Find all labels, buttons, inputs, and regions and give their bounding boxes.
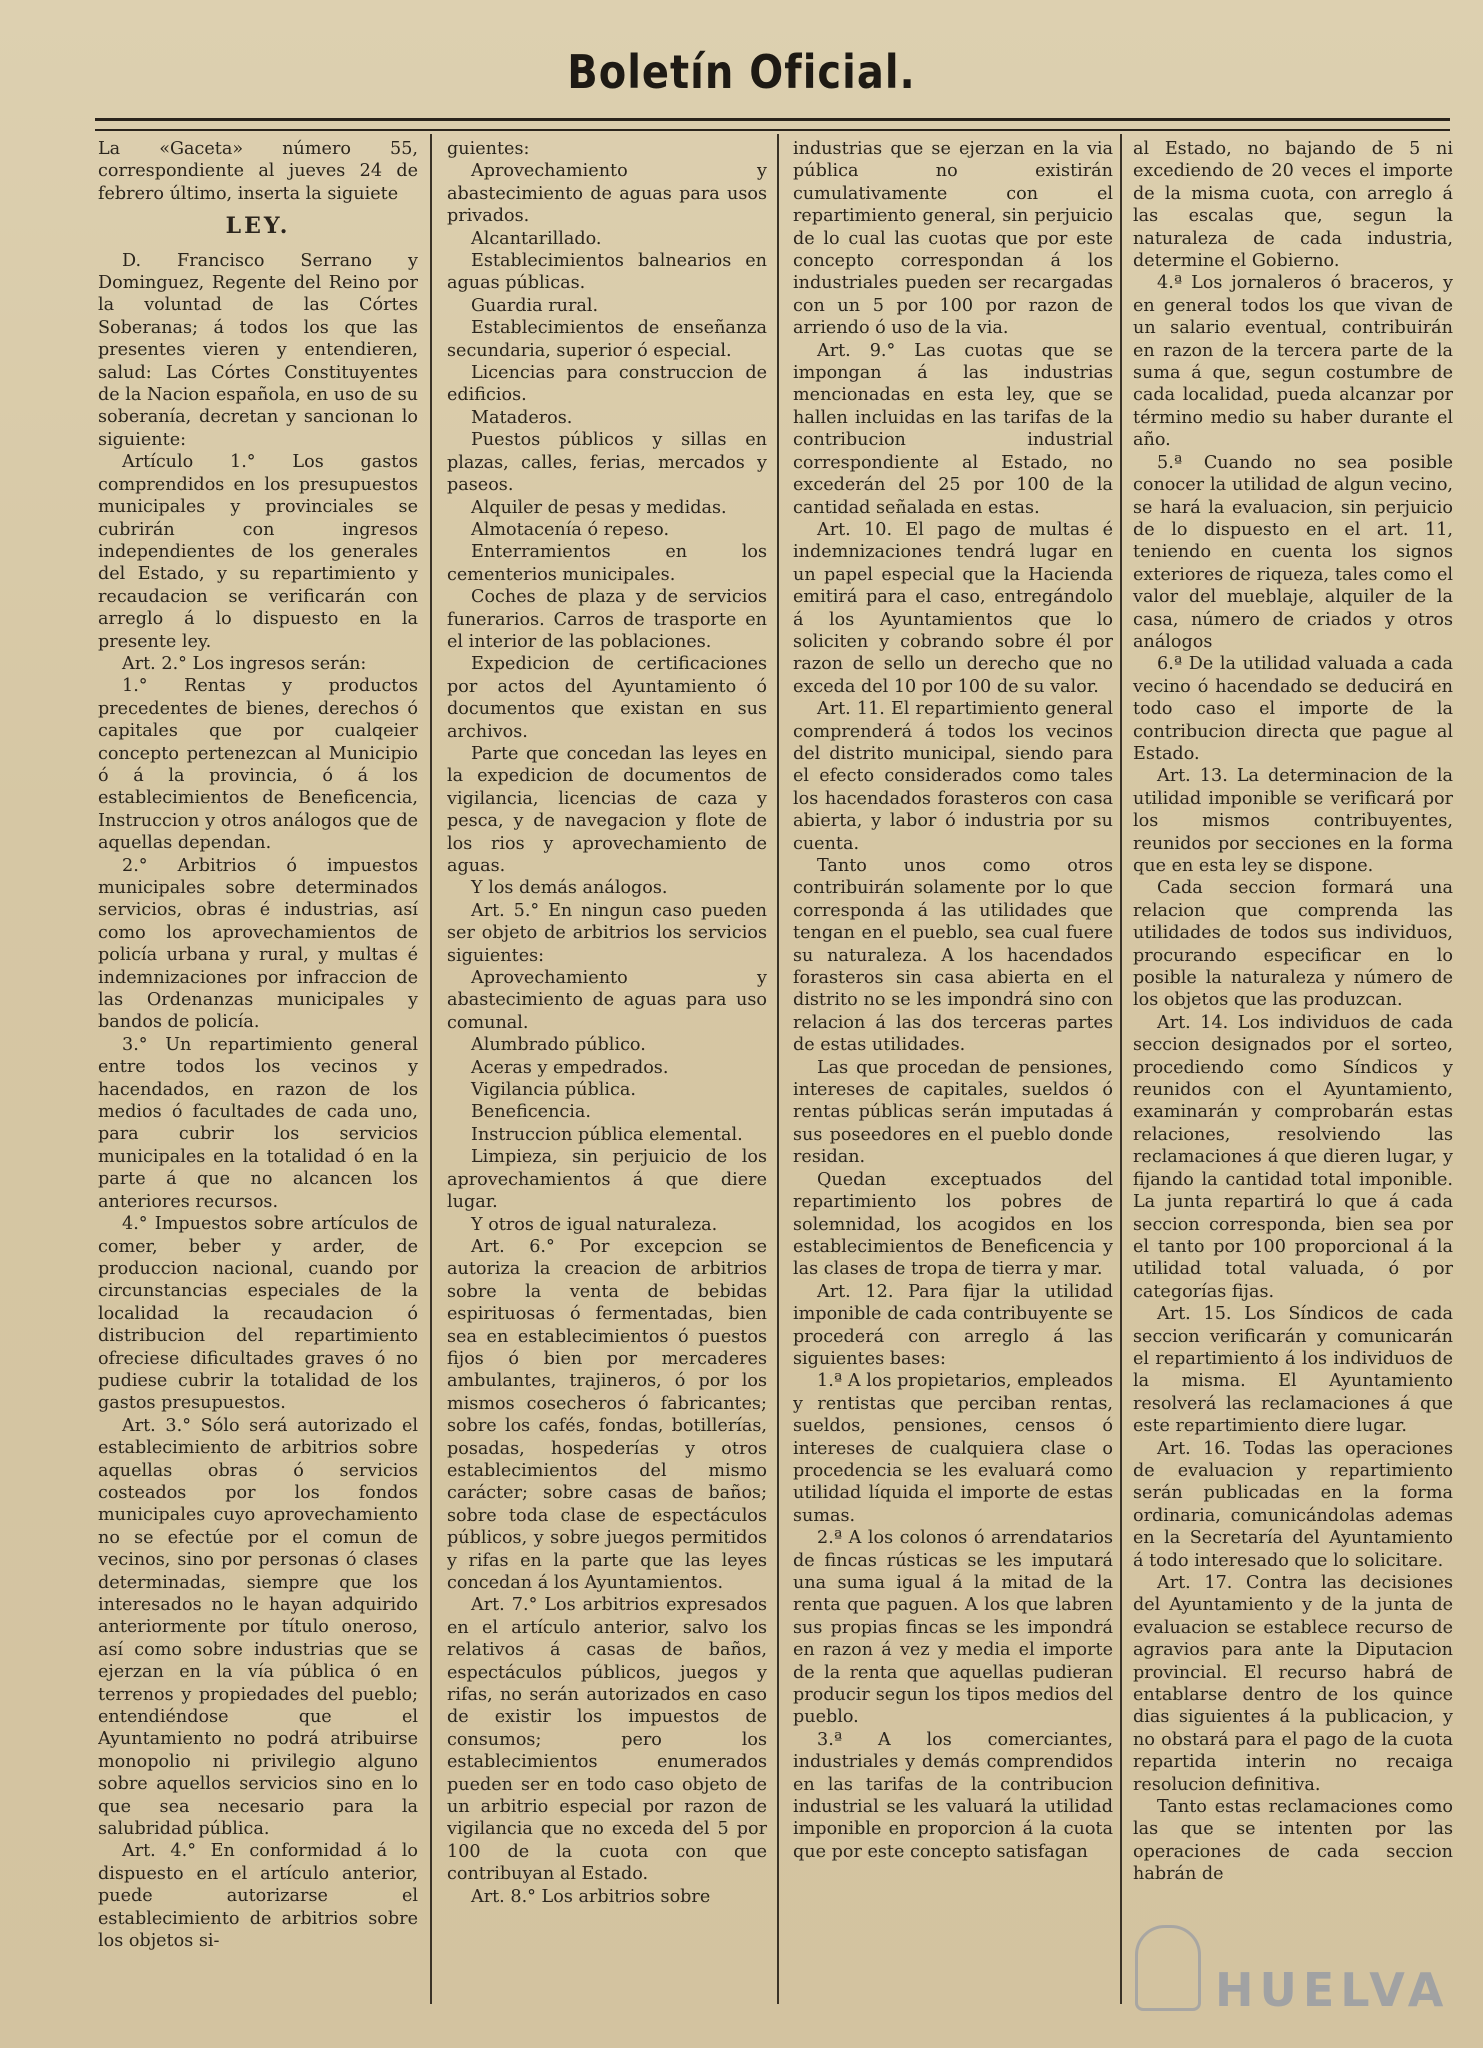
paragraph: Quedan exceptuados del repartimiento los pobres de solemnidad, los acogidos en los establecimientos de Beneficencia y las clases de tropa de tierra y mar. xyxy=(793,1169,1113,1280)
paragraph: Enterramientos en los cementerios municipales. xyxy=(447,542,767,585)
library-watermark-stamp xyxy=(1195,1925,1450,2017)
paragraph: Alquiler de pesas y medidas. xyxy=(471,497,727,518)
paragraph: guientes: xyxy=(447,139,530,159)
text-column-1 xyxy=(98,138,418,2018)
paragraph: Aprovechamiento y abastecimiento de aguas para usos privados. xyxy=(447,161,767,227)
paragraph: Art. 9.° Las cuotas que se impongan á las industrias mencionadas en esta ley, que se hallen incluidas en las tarifas de la contribucion industrial correspondiente al Estado, no excederán del 25 por 100 de la cantidad señalada en estas. xyxy=(793,340,1113,518)
paragraph: Art. 10. El pago de multas é indemnizaciones tendrá lugar en un papel especial que la Hacienda emitirá para el caso, entregándolo á los Ayuntamientos que lo soliciten y cobrando sobre él por razon de sello un derecho que no exceda del 10 por 100 de su valor. xyxy=(793,519,1113,697)
paragraph: Alcantarillado. xyxy=(471,228,602,249)
paragraph: Art. 15. Los Síndicos de cada seccion verificarán y comunicarán el repartimiento á los individuos de la misma. El Ayuntamiento resolverá las reclamaciones á que este repartimiento diere lugar. xyxy=(1133,1304,1453,1437)
seal-icon xyxy=(1135,1925,1201,2011)
paragraph: Beneficencia. xyxy=(471,1102,591,1123)
paragraph: D. Francisco Serrano y Dominguez, Regente del Reino por la voluntad de las Córtes Soberanas; á todos los que las presentes vieren y entendieren, salud: Las Córtes Constituyentes de la Nacion española, en uso de su soberanía, decretan y sancionan lo siguiente: xyxy=(98,250,418,450)
column-divider xyxy=(777,134,779,2004)
paragraph: Tanto estas reclamaciones como las que se intenten por las operaciones de cada seccion habrán de xyxy=(1133,1797,1453,1885)
paragraph: Vigilancia pública. xyxy=(471,1080,636,1101)
paragraph: 3.ª A los comerciantes, industriales y demás comprendidos en las tarifas de la contribucion industrial se les valuará la utilidad imponible en proporcion á la cuota que por este concepto satisfagan xyxy=(793,1729,1113,1862)
paragraph: 5.ª Cuando no sea posible conocer la utilidad de algun vecino, se hará la evaluacion, sin perjuicio de lo dispuesto en el art. 11, teniendo en cuenta los signos exteriores de riqueza, tales como el valor del mueblaje, alquiler de la casa, número de criados y otros análogos xyxy=(1133,452,1453,652)
paragraph: Art. 3.° Sólo será autorizado el establecimiento de arbitrios sobre aquellas obras ó servicios costeados por los fondos municipales cuyo aprovechamiento no se efectúe por el comun de vecinos, sino por personas ó clases determinadas, siempre que los interesados no le hayan adquirido anteriormente por título oneroso, así como sobre industrias que se ejerzan en la vía pública ó en terrenos y propiedades del pueblo; entendiéndose que el Ayuntamiento no podrá atribuirse monopolio ni privilegio alguno sobre aquellos servicios sino en lo que sea necesario para la salubridad pública. xyxy=(98,1415,418,1840)
paragraph: Y los demás análogos. xyxy=(471,878,668,899)
paragraph: Licencias para construccion de edificios. xyxy=(447,363,767,406)
paragraph: Almotacenía ó repeso. xyxy=(471,519,670,540)
paragraph: industrias que se ejerzan en la via pública no existirán cumulativamente con el repartimiento general, sin perjuicio de lo cual las cuotas que por este concepto correspondan á los industriales pueden ser recargadas con un 5 por 100 por razon de arriendo ó uso de la via. xyxy=(793,139,1113,339)
paragraph: 4.ª Los jornaleros ó braceros, y en general todos los que vivan de un salario eventual, contribuirán en razon de la tercera parte de la suma á que, segun costumbre de cada localidad, pueda alcanzar por término medio su haber durante el año. xyxy=(1133,273,1453,451)
paragraph: 6.ª De la utilidad valuada a cada vecino ó hacendado se deducirá en todo caso el importe de la contribucion directa que pague al Estado. xyxy=(1133,654,1453,764)
paragraph: Limpieza, sin perjuicio de los aprovechamientos á que diere lugar. xyxy=(447,1147,767,1213)
masthead-title: Boletín Oficial. xyxy=(567,46,916,100)
paragraph: Art. 6.° Por excepcion se autoriza la creacion de arbitrios sobre la venta de bebidas espirituosas ó fermentadas, bien sea en establecimientos ó puestos fijos ó bien por mercaderes ambulantes, trajineros, ó por los mismos cosecheros ó fabricantes; sobre los cafés, fondas, botillerías, posadas, hospederías y otros establecimientos del mismo carácter; sobre casas de baños; sobre toda clase de espectáculos públicos, y sobre juegos permitidos y rifas en la parte que las leyes concedan á los Ayuntamientos. xyxy=(447,1236,767,1593)
column-divider xyxy=(430,134,432,2004)
paragraph: 2.° Arbitrios ó impuestos municipales sobre determinados servicios, obras é industrias, así como los aprovechamientos de policía urbana y rural, y multas é indemnizaciones por infraccion de las Ordenanzas municipales y bandos de policía. xyxy=(98,855,418,1033)
paragraph: Puestos públicos y sillas en plazas, calles, ferias, mercados y paseos. xyxy=(447,430,767,496)
paragraph: Art. 12. Para fijar la utilidad imponible de cada contribuyente se procederá con arreglo á las siguientes bases: xyxy=(793,1281,1113,1369)
paragraph: 2.ª A los colonos ó arrendatarios de fincas rústicas se les imputará una suma igual á la mitad de la renta que paguen. A los que labren sus propias fincas se les impondrá en razon á vez y media el importe de la renta que aquellas pudieran producir segun los tipos medios del pueblo. xyxy=(793,1528,1113,1728)
paragraph: Art. 14. Los individuos de cada seccion designados por el sorteo, procediendo como Síndicos y reunidos con el Ayuntamiento, examinarán y comprobarán estas relaciones, resolviendo las reclamaciones á que dieren lugar, y fijando la cantidad total imponible. La junta repartirá lo que á cada seccion corresponda, bien sea por el tanto por 100 proporcional á la utilidad total valuada, ó por categorías fijas. xyxy=(1133,1012,1453,1302)
paragraph: Aceras y empedrados. xyxy=(471,1057,669,1078)
watermark-text: HUELVA xyxy=(1215,1963,1450,2017)
paragraph: Y otros de igual naturaleza. xyxy=(471,1214,718,1235)
paragraph: 1.° Rentas y productos precedentes de bienes, derechos ó capitales que por cualqeier concepto pertenezcan al Municipio ó á la provincia, ó á los establecimientos de Beneficencia, Instruccion y otros análogos que de aquellas dependan. xyxy=(98,676,418,854)
paragraph: Artículo 1.° Los gastos comprendidos en los presupuestos municipales y provinciales se cubrirán con ingresos independientes de los generales del Estado, y su repartimiento y recaudacion se verificarán con arreglo á lo dispuesto en la presente ley. xyxy=(98,452,418,652)
paragraph: Instruccion pública elemental. xyxy=(471,1124,743,1145)
paragraph: 3.° Un repartimiento general entre todos los vecinos y hacendados, en razon de los medios ó facultades de cada uno, para cubrir los servicios municipales en la totalidad ó en la parte á que no alcancen los anteriores recursos. xyxy=(98,1034,418,1212)
paragraph: Art. 7.° Los arbitrios expresados en el artículo anterior, salvo los relativos á casas de baños, espectáculos públicos, juegos y rifas, no serán autorizados en caso de existir los impuestos de consumos; pero los establecimientos enumerados pueden ser en todo caso objeto de un arbitrio especial por razon de vigilancia que no exceda del 5 por 100 de la cuota con que contribuyan al Estado. xyxy=(447,1595,767,1885)
paragraph: Expedicion de certificaciones por actos del Ayuntamiento ó documentos que existan en sus archivos. xyxy=(447,654,767,742)
paragraph: Art. 17. Contra las decisiones del Ayuntamiento y de la junta de evaluacion se establece recurso de agravios para ante la Diputacion provincial. El recurso habrá de entablarse dentro de los quince dias siguientes á la publicacion, y no obstará para el pago de la cuota repartida interin no recaiga resolucion definitiva. xyxy=(1133,1573,1453,1795)
section-heading: LEY. xyxy=(225,213,291,240)
paragraph: Art. 8.° Los arbitrios sobre xyxy=(471,1886,711,1907)
paragraph: Aprovechamiento y abastecimiento de aguas para uso comunal. xyxy=(447,968,767,1033)
masthead xyxy=(0,46,1483,100)
paragraph: Establecimientos de enseñanza secundaria, superior ó especial. xyxy=(447,318,767,361)
paragraph: 1.ª A los propietarios, empleados y rentistas que perciban rentas, sueldos, pensiones, censos ó intereses de cualquiera clase o procedencia se les evaluará como utilidad líquida el importe de estas sumas. xyxy=(793,1371,1113,1526)
header-rule xyxy=(95,118,1450,131)
paragraph: Art. 4.° En conformidad á lo dispuesto en el artículo anterior, puede autorizarse el establecimiento de arbitrios sobre los objetos si- xyxy=(98,1841,418,1952)
paragraph: Mataderos. xyxy=(471,407,573,428)
paragraph: Las que procedan de pensiones, intereses de capitales, sueldos ó rentas públicas serán imputadas á sus poseedores en el pueblo donde residan. xyxy=(793,1057,1113,1168)
paragraph: 4.° Impuestos sobre artículos de comer, beber y arder, de produccion nacional, cuando por circunstancias especiales de la localidad la recaudacion ó distribucion del repartimiento ofreciese dificultades graves ó no pudiese cubrir la totalidad de los gastos presupuestos. xyxy=(98,1214,418,1414)
text-column-2 xyxy=(447,138,767,2018)
paragraph: Tanto unos como otros contribuirán solamente por lo que corresponda á las utilidades que tengan en el pueblo, sea cual fuere su naturaleza. A los hacendados forasteros sin casa abierta en el distrito no se les impondrá sino con relacion á las dos terceras partes de estas utilidades. xyxy=(793,856,1113,1056)
paragraph: La «Gaceta» número 55, correspondiente al jueves 24 de febrero último, inserta la siguiete xyxy=(98,139,418,204)
text-column-4 xyxy=(1133,138,1453,2018)
paragraph: Alumbrado público. xyxy=(471,1035,646,1056)
paragraph: Art. 16. Todas las operaciones de evaluacion y repartimiento serán publicadas en la forma ordinaria, comunicándolas ademas en la Secretaría del Ayuntamiento á todo interesado que lo solicitare. xyxy=(1133,1438,1453,1571)
paragraph: Guardia rural. xyxy=(471,295,599,316)
paragraph: al Estado, no bajando de 5 ni excediendo de 20 veces el importe de la misma cuota, con arreglo á las escalas que, segun la naturaleza de cada industria, determine el Gobierno. xyxy=(1133,139,1453,272)
column-divider xyxy=(1120,134,1122,2004)
paragraph: Art. 13. La determinacion de la utilidad imponible se verificará por los mismos contribuyentes, reunidos por secciones en la forma que en esta ley se dispone. xyxy=(1133,766,1453,876)
paragraph: Parte que concedan las leyes en la expedicion de documentos de vigilancia, licencias de caza y pesca, y de navegacion y flote de los rios y aprovechamiento de aguas. xyxy=(447,743,767,876)
paragraph: Establecimientos balnearios en aguas públicas. xyxy=(447,251,767,294)
paragraph: Coches de plaza y de servicios funerarios. Carros de trasporte en el interior de las poblaciones. xyxy=(447,587,767,652)
paragraph: Art. 2.° Los ingresos serán: xyxy=(122,653,367,674)
text-column-3 xyxy=(793,138,1113,2018)
paragraph: Cada seccion formará una relacion que comprenda las utilidades de todos sus individuos, procurando especificar en lo posible la naturaleza y número de los objetos que las produzcan. xyxy=(1133,878,1453,1011)
paragraph: Art. 5.° En ningun caso pueden ser objeto de arbitrios los servicios siguientes: xyxy=(447,900,767,966)
paragraph: Art. 11. El repartimiento general comprenderá á todos los vecinos del distrito municipal, siendo para el efecto considerados como tales los hacendados forasteros con casa abierta, y labor ó industria por su cuenta. xyxy=(793,699,1113,854)
